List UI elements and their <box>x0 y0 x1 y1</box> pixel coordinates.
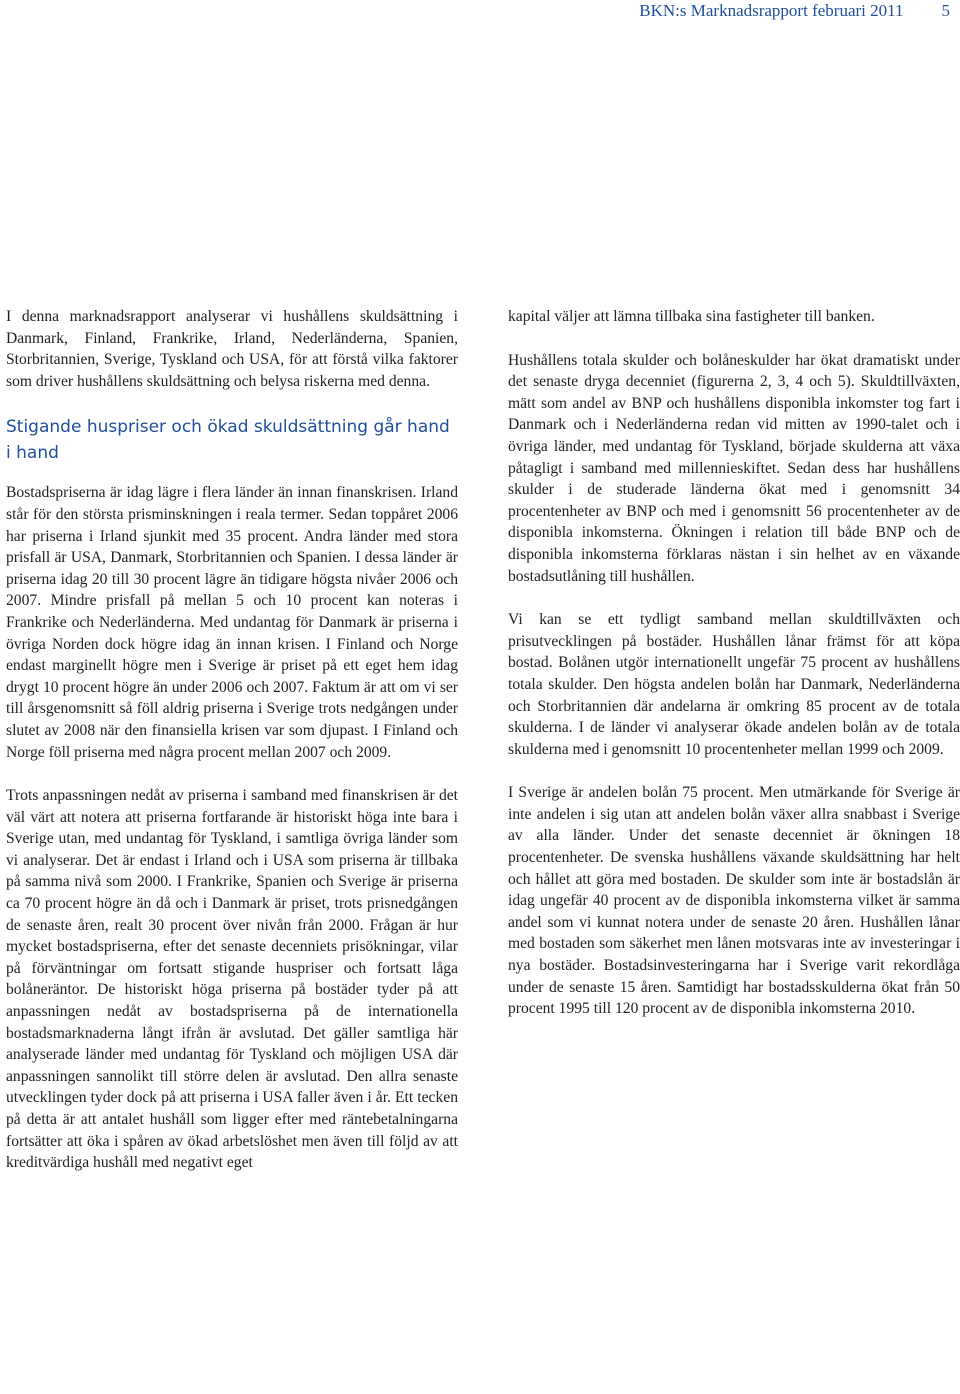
report-title: BKN:s Marknadsrapport februari 2011 <box>639 1 904 20</box>
body-paragraph: Trots anpassningen nedåt av priserna i samband med finanskrisen är det väl värt att notera att priserna fortfarande är historiskt höga inte bara i Sverige utan, med undantag för Tyskland, i samtliga övriga länder som vi analyserar. Det är endast i Irland och i USA som priserna är tillbaka på samma nivå som 2000. I Frankrike, Spanien och Sverige är priserna ca 70 procent högre än då och i Danmark är priset, trots prisnedgången de senaste åren, realt 30 procent över nivån från 2000. Frågan är hur mycket bostadspriserna, efter det senaste decenniets prisökningar, vilar på förväntningar om fortsatt stigande huspriser och fortsatt låga bolåneräntor. De historiskt höga priserna på bostäder tyder på att anpassningen nedåt av bostadspriserna på de internationella bostadsmarknaderna långt ifrån är avslutad. Det gäller samtliga här analyserade länder med undantag för Tyskland och möjligen USA där anpassningen sannolikt till större delen är avslutad. Den allra senaste utvecklingen tyder dock på att priserna i USA faller även i år. Ett tecken på detta är att antalet hushåll som ligger efter med räntebetalningarna fortsätter att öka i spåren av ökad arbetslöshet men även till följd av att kreditvärdiga hushåll med negativt eget <box>6 787 458 1172</box>
page-number: 5 <box>941 1 950 20</box>
body-paragraph: Bostadspriserna är idag lägre i flera länder än innan finanskrisen. Irland står för den största prisminskningen i reala termer. Sedan toppåret 2006 har priserna i Irland sjunkit med 35 procent. Andra länder med stora prisfall är USA, Danmark, Storbritannien och Spanien. I dessa länder är priserna idag 20 till 30 procent lägre än tidigare högsta nivåer 2006 och 2007. Mindre prisfall på mellan 5 och 10 procent kan noteras i Frankrike och Nederländerna. Med undantag för Danmark är priserna i övriga Norden dock högre idag än innan krisen. I Finland och Norge endast marginellt högre men i Sverige är priset på ett eget hem idag drygt 10 procent högre än under 2006 och 2007. Faktum är att om vi ser till årsgenomsnitt så föll aldrig priserna i Sverige trots nedgången under slutet av 2008 när den finansiella krisen var som djupast. I Finland och Norge föll priserna med några procent mellan 2007 och 2009. <box>6 484 458 761</box>
body-paragraph: Hushållens totala skulder och bolåneskulder har ökat dramatiskt under det senaste dryga decenniet (figurerna 2, 3, 4 och 5). Skuldtillväxten, mätt som andel av BNP och hushållens disponibla inkomster tog fart i Danmark och i Nederländerna redan vid mitten av 1990-talet och i övriga länder, med undantag för Tyskland, började skulderna att växa påtagligt i samband med millennieskiftet. Sedan dess har hushållens skulder i de studerade länderna ökat med i genomsnitt 34 procentenheter av BNP och med i genomsnitt 56 procentenheter av de disponibla inkomsterna. Ökningen i relation till både BNP och de disponibla inkomsterna förklaras nästan i sin helhet av en växande bostadsutlåning till hushållen. <box>508 351 960 585</box>
body-paragraph: I Sverige är andelen bolån 75 procent. Men utmärkande för Sverige är inte andelen i sig utan att andelen bolån växer allra snabbast i Sverige av alla länder. Under det senaste decenniet är ökningen 18 procentenheter. De svenska hushållens växande skuldsättning har helt och hållet att göra med bostaden. De skulder som inte är bostadslån är idag ungefär 40 procent av de disponibla inkomsterna vilket är samma andel som vi kunnat notera under de senaste 20 åren. Hushållen lånar med bostaden som säkerhet men lånen motsvaras inte av investeringar i nya bostäder. Bostadsinvesteringarna har i Sverige varit rekordlåga under de senaste 15 åren. Samtidigt har bostadsskulderna ökat från 50 procent 1995 till 120 procent av de disponibla inkomsterna 2010. <box>508 784 960 1018</box>
body-paragraph: kapital väljer att lämna tillbaka sina fastigheter till banken. <box>508 308 875 325</box>
right-column <box>508 306 960 1042</box>
section-heading: Stigande huspriser och ökad skuldsättning går hand i hand <box>6 417 450 464</box>
left-column <box>6 306 458 1196</box>
intro-paragraph: I denna marknadsrapport analyserar vi hushållens skuldsättning i Danmark, Finland, Frankrike, Irland, Nederländerna, Spanien, Storbritannien, Sverige, Tyskland och USA, för att förstå vilka faktorer som driver hushållens skuldsättning och belysa riskerna med denna. <box>6 308 458 390</box>
body-paragraph: Vi kan se ett tydligt samband mellan skuldtillväxten och prisutvecklingen på bostäder. Hushållen lånar främst för att köpa bostad. Bolånen utgör internationellt ungefär 75 procent av hushållens totala skulder. Den högsta andelen bolån har Danmark, Nederländerna och Storbritannien där andelarna är omkring 85 procent av de totala skulderna. I de länder vi analyserar ökade andelen bolån av de totala skulderna med i genomsnitt 10 procentenheter mellan 1999 och 2009. <box>508 611 960 758</box>
page-header <box>639 0 950 22</box>
